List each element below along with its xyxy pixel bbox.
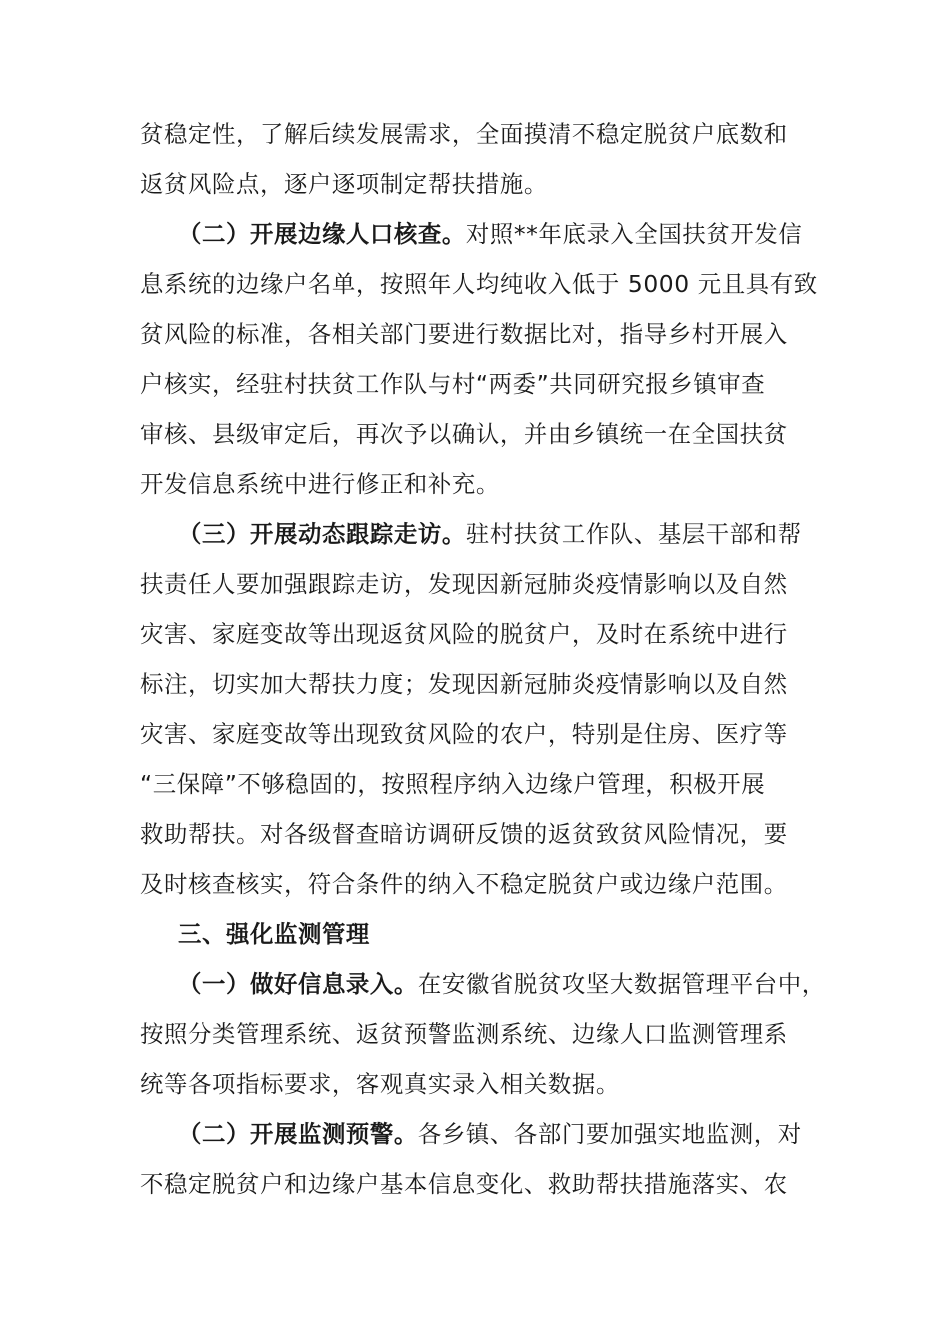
line-text: 不稳定脱贫户和边缘户基本信息变化、救助帮扶措施落实、农 [140, 1170, 788, 1198]
line-text: “三保障”不够稳固的，按照程序纳入边缘户管理，积极开展 [140, 770, 766, 798]
section-title: 三、强化监测管理 [178, 920, 370, 948]
line-text: 审核、县级审定后，再次予以确认，并由乡镇统一在全国扶贫 [140, 420, 788, 448]
line-text: 及时核查核实，符合条件的纳入不稳定脱贫户或边缘户范围。 [140, 870, 788, 898]
line-text: 各乡镇、各部门要加强实地监测，对 [417, 1120, 802, 1148]
body-line [140, 764, 765, 804]
subsection-line [178, 214, 802, 254]
body-line [140, 114, 788, 154]
line-text: 统等各项指标要求，客观真实录入相关数据。 [140, 1070, 620, 1098]
line-text: 标注，切实加大帮扶力度；发现因新冠肺炎疫情影响以及自然 [140, 670, 788, 698]
line-text: 贫风险的标准，各相关部门要进行数据比对，指导乡村开展入 [140, 320, 788, 348]
line-text: 返贫风险点，逐户逐项制定帮扶措施。 [140, 170, 548, 198]
line-text: 灾害、家庭变故等出现返贫风险的脱贫户，及时在系统中进行 [140, 620, 788, 648]
section-heading [178, 914, 370, 954]
line-text: 灾害、家庭变故等出现致贫风险的农户，特别是住房、医疗等 [140, 720, 788, 748]
subsection-title: （一）做好信息录入。 [178, 970, 418, 998]
body-line [140, 714, 788, 754]
subsection-title: （二）开展边缘人口核查。 [178, 220, 466, 248]
line-text: 户核实，经驻村扶贫工作队与村“两委”共同研究报乡镇审查 [140, 370, 766, 398]
body-line [140, 1064, 620, 1104]
body-line [140, 364, 765, 404]
subsection-title: （三）开展动态跟踪走访。 [178, 520, 466, 548]
body-line [140, 614, 788, 654]
body-line [140, 864, 788, 904]
line-text: 按照分类管理系统、返贫预警监测系统、边缘人口监测管理系 [140, 1020, 788, 1048]
line-text: 对照**年底录入全国扶贫开发信 [465, 220, 803, 248]
line-text: 在安徽省脱贫攻坚大数据管理平台中， [417, 970, 826, 998]
subsection-title: （二）开展监测预警。 [178, 1120, 418, 1148]
body-line [140, 414, 788, 454]
body-line [140, 564, 788, 604]
body-line [140, 164, 548, 204]
body-line [140, 464, 500, 504]
subsection-line [178, 964, 826, 1004]
line-text: 救助帮扶。对各级督查暗访调研反馈的返贫致贫风险情况，要 [140, 820, 788, 848]
body-line [140, 814, 788, 854]
body-line [140, 1014, 788, 1054]
subsection-line [178, 514, 802, 554]
line-text: 扶责任人要加强跟踪走访，发现因新冠肺炎疫情影响以及自然 [140, 570, 788, 598]
line-text: 息系统的边缘户名单，按照年人均纯收入低于 5000 元且具有致 [140, 270, 818, 298]
body-line [140, 264, 818, 304]
line-text: 开发信息系统中进行修正和补充。 [140, 470, 500, 498]
body-line [140, 314, 788, 354]
subsection-line [178, 1114, 802, 1154]
line-text: 贫稳定性，了解后续发展需求，全面摸清不稳定脱贫户底数和 [140, 120, 788, 148]
body-line [140, 1164, 788, 1204]
body-line [140, 664, 788, 704]
line-text: 驻村扶贫工作队、基层干部和帮 [465, 520, 802, 548]
